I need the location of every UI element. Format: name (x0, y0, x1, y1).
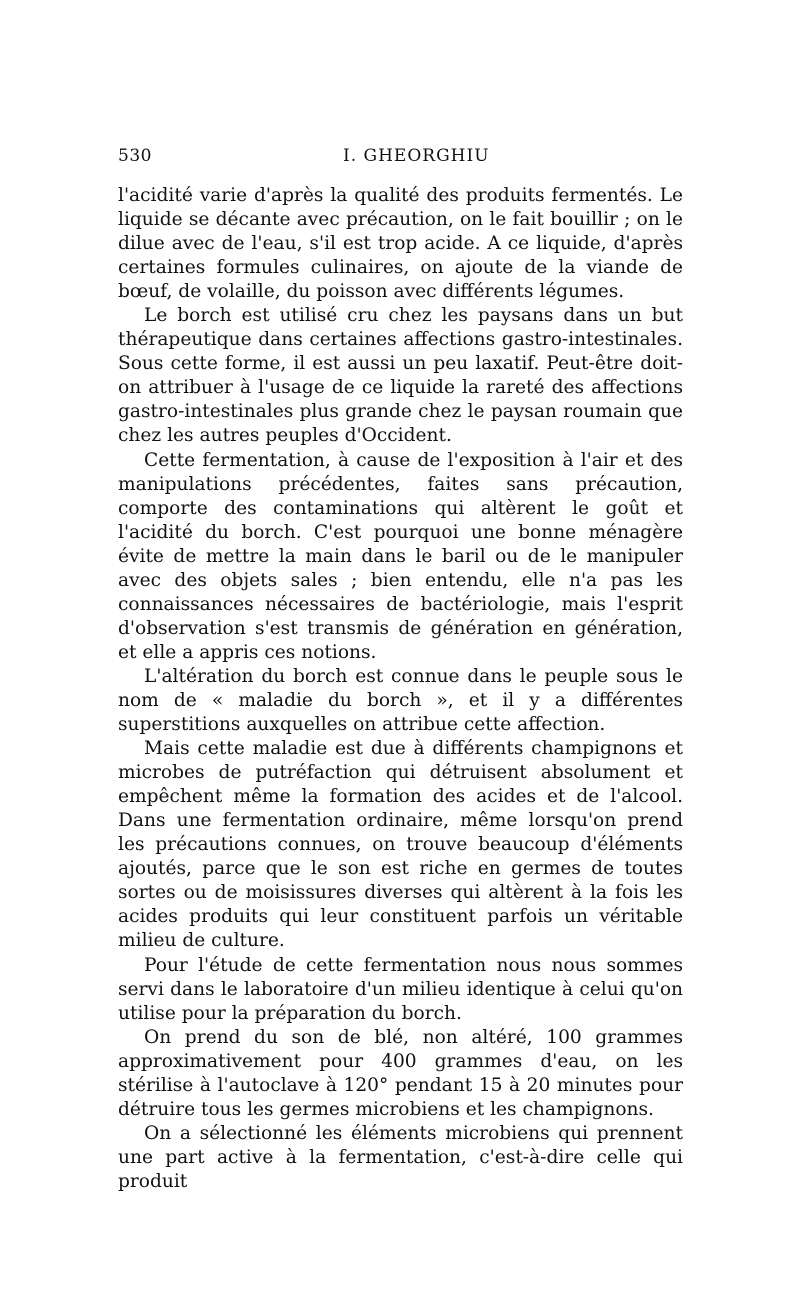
paragraph-3: Cette fermentation, à cause de l'exposition à l'air et des manipulations précédentes, faites sans précaution, comporte des contaminations qui altèrent le goût et l'acidité du borch. C'est pourquoi une bonne ménagère évite de mettre la main dans le baril ou de le manipuler avec des objets sales ; bien entendu, elle n'a pas les connaissances nécessaires de bactériologie, mais l'esprit d'observation s'est transmis de génération en génération, et elle a appris ces notions. (118, 449, 683, 663)
paragraph-2: Le borch est utilisé cru chez les paysans dans un but thérapeutique dans certaines affections gastro-intestinales. Sous cette forme, il est aussi un peu laxatif. Peut-être doit-on attribuer à l'usage de ce liquide la rareté des affections gastro-intestinales plus grande chez le paysan roumain que chez les autres peuples d'Occident. (118, 305, 683, 447)
page-number: 530 (118, 146, 152, 166)
header-author: I. GHEORGHIU (343, 146, 490, 166)
body-text (118, 184, 683, 1194)
paragraph-6: Pour l'étude de cette fermentation nous nous sommes servi dans le laboratoire d'un milieu identique à celui qu'on utilise pour la préparation du borch. (118, 954, 683, 1024)
paragraph-5: Mais cette maladie est due à différents champignons et microbes de putréfaction qui détruisent absolument et empêchent même la formation des acides et de l'alcool. Dans une fermentation ordinaire, même lorsqu'on prend les précautions connues, on trouve beaucoup d'éléments ajoutés, parce que le son est riche en germes de toutes sortes ou de moisissures diverses qui altèrent à la fois les acides produits qui leur constituent parfois un véritable milieu de culture. (118, 738, 683, 952)
paragraph-1: l'acidité varie d'après la qualité des produits fermentés. Le liquide se décante avec précaution, on le fait bouillir ; on le dilue avec de l'eau, s'il est trop acide. A ce liquide, d'après certaines formules culinaires, on ajoute de la viande de bœuf, de volaille, du poisson avec différents légumes. (118, 185, 683, 303)
paragraph-4: L'altération du borch est connue dans le peuple sous le nom de « maladie du borch », et il y a différentes superstitions auxquelles on attribue cette affection. (118, 665, 683, 736)
paragraph-8: On a sélectionné les éléments microbiens qui prennent une part active à la fermentation, c'est-à-dire celle qui produit (118, 1122, 683, 1192)
running-head (118, 146, 683, 170)
paragraph-7: On prend du son de blé, non altéré, 100 grammes approximativement pour 400 grammes d'eau, on les stérilise à l'autoclave à 120° pendant 15 à 20 minutes pour détruire tous les germes microbiens et les champignons. (118, 1026, 683, 1120)
